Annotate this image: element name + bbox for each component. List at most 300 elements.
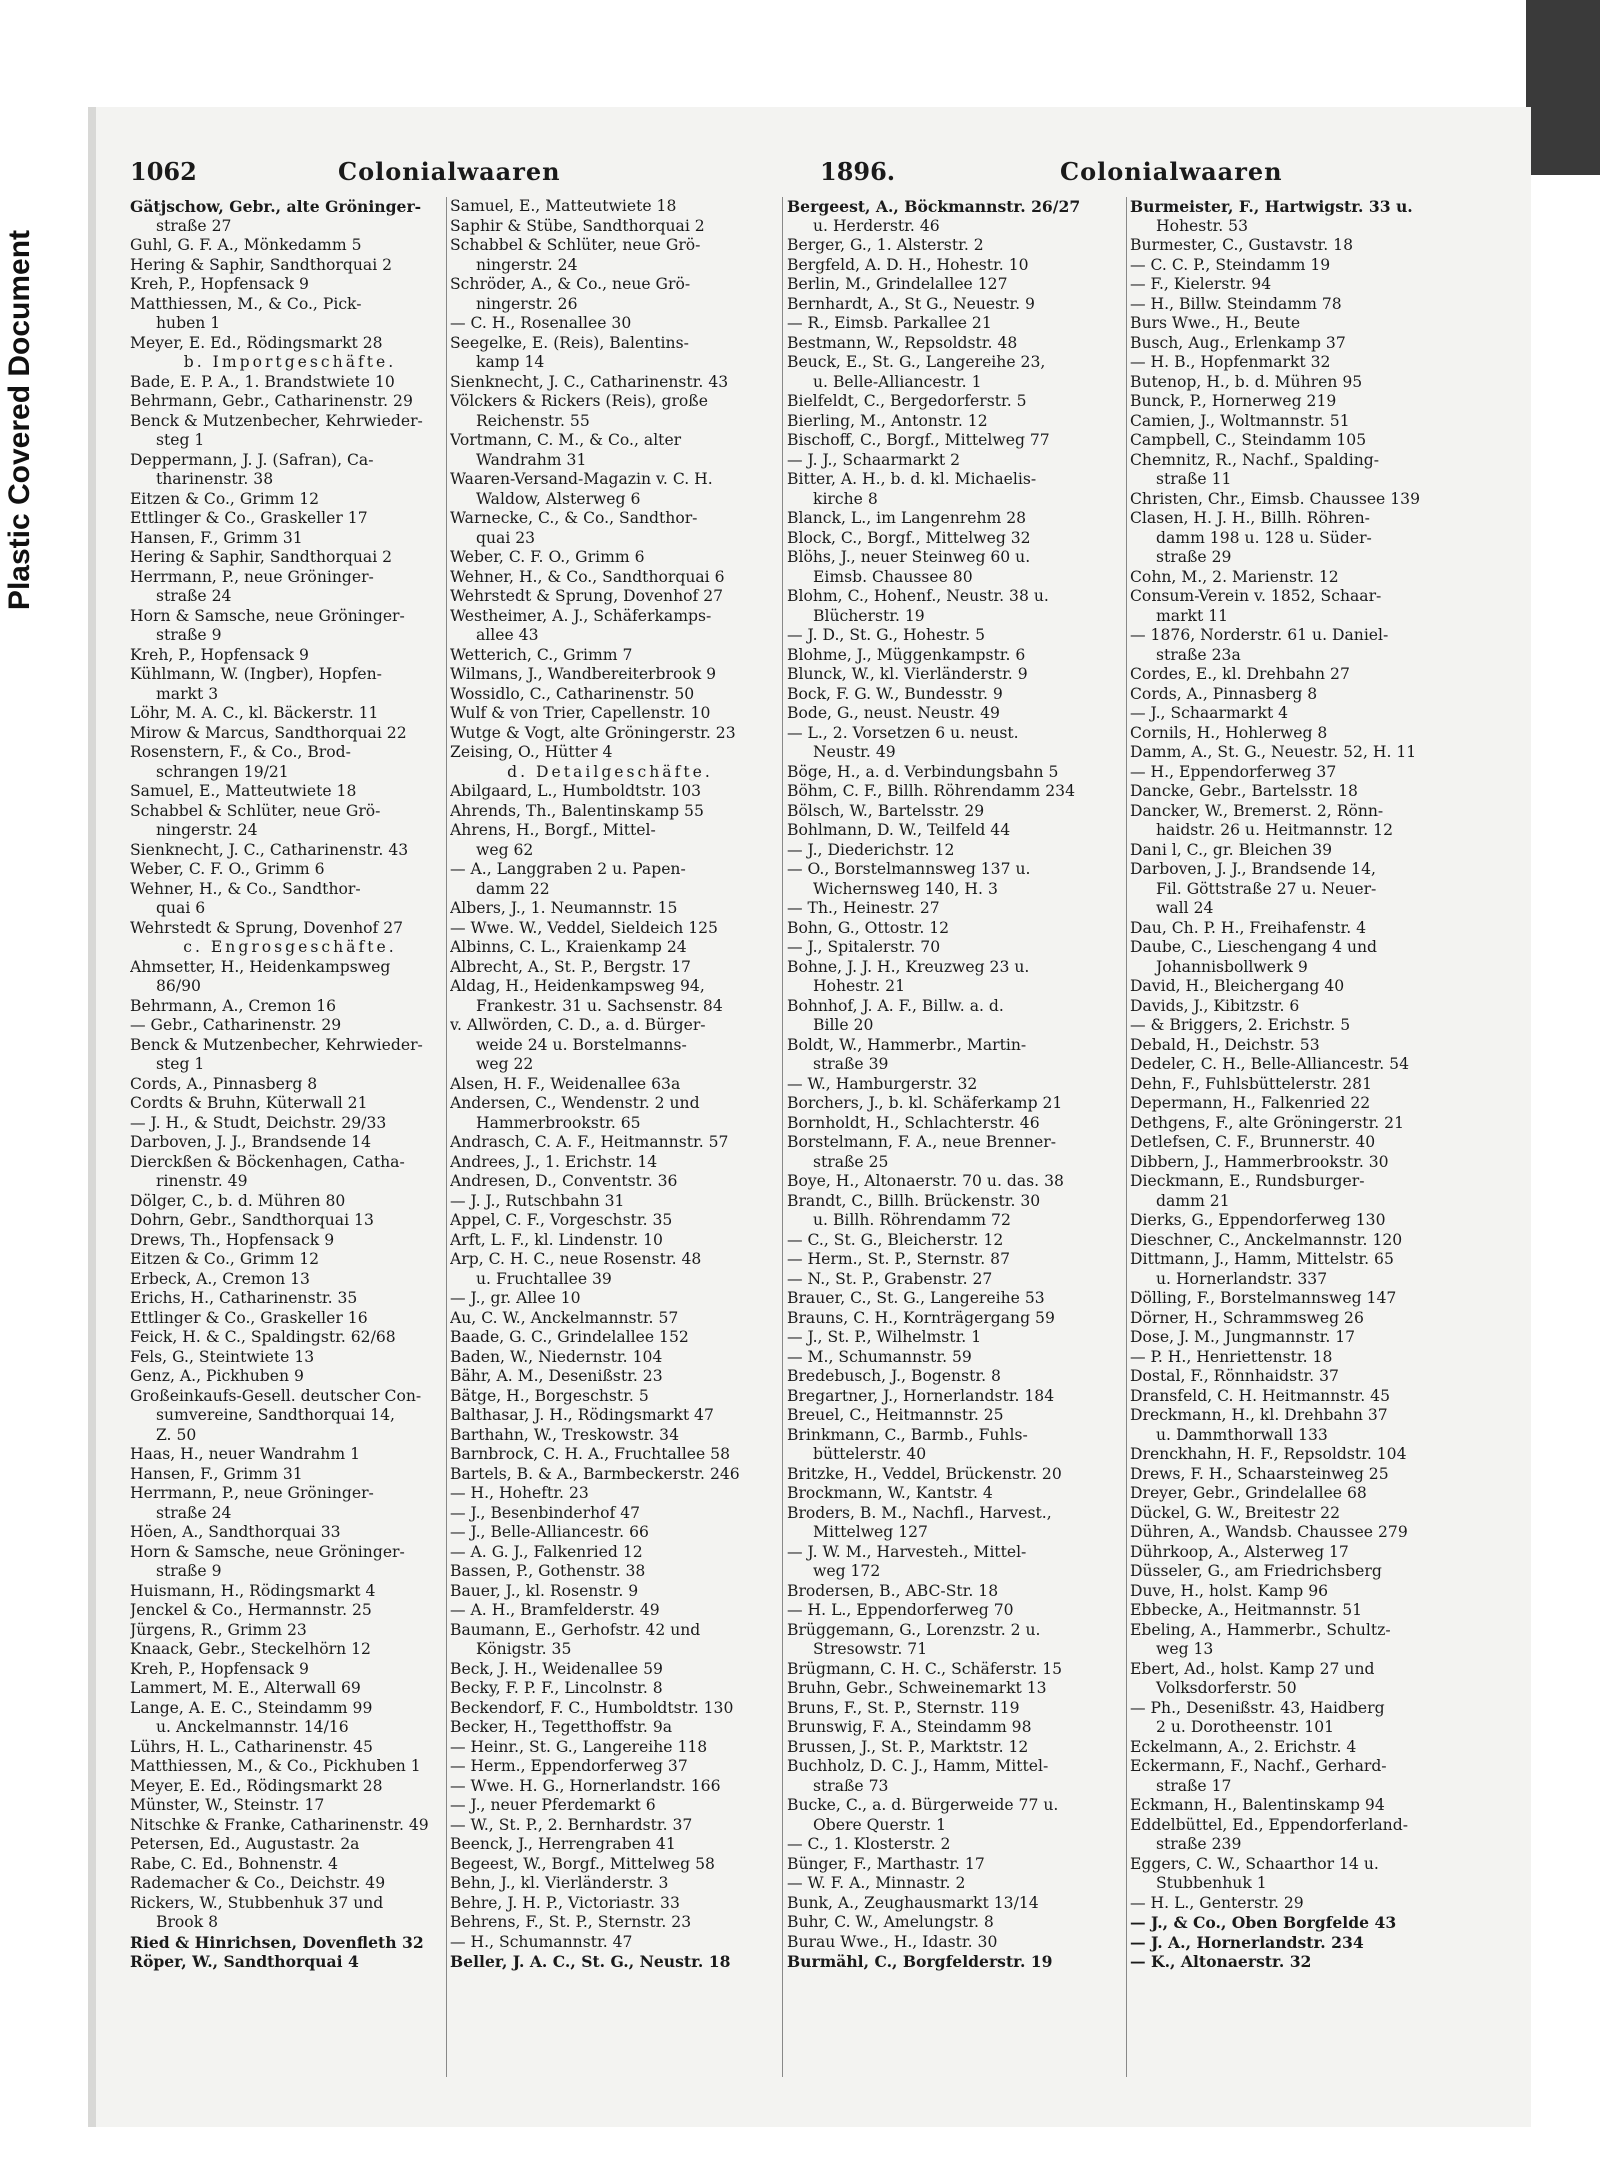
directory-entry-line: Beckendorf, F. C., Humboldtstr. 130 bbox=[450, 1698, 734, 1717]
directory-entry-line: Bucke, C., a. d. Bürgerweide 77 u. bbox=[787, 1796, 1059, 1814]
directory-entry-line: Neustr. 49 bbox=[813, 743, 896, 761]
directory-entry-line: quai 23 bbox=[476, 528, 536, 547]
page-content bbox=[130, 157, 1530, 1971]
directory-entry-line: — C. C. P., Steindamm 19 bbox=[1130, 255, 1331, 274]
directory-entry-line: Eckermann, F., Nachf., Gerhard- bbox=[1130, 1757, 1387, 1775]
directory-entry-line: — Heinr., St. G., Langereihe 118 bbox=[450, 1737, 708, 1756]
directory-entry-line: Becky, F. P. F., Lincolnstr. 8 bbox=[450, 1679, 663, 1697]
directory-entry-line: Hammerbrookstr. 65 bbox=[476, 1113, 641, 1132]
directory-entry-line: Bredebusch, J., Bogenstr. 8 bbox=[787, 1367, 1001, 1385]
directory-entry-line: — H., Billw. Steindamm 78 bbox=[1130, 294, 1342, 313]
directory-entry-line: Düsseler, G., am Friedrichsberg bbox=[1130, 1562, 1382, 1580]
directory-entry-line: Dörner, H., Schrammsweg 26 bbox=[1130, 1308, 1364, 1327]
directory-entry-line: Wossidlo, C., Catharinenstr. 50 bbox=[450, 684, 695, 703]
directory-entry-line: Drews, F. H., Schaarsteinweg 25 bbox=[1130, 1464, 1389, 1483]
page-header bbox=[130, 157, 1530, 191]
directory-entry-line: Volksdorferstr. 50 bbox=[1156, 1679, 1297, 1697]
directory-entry-line: Dancke, Gebr., Bartelsstr. 18 bbox=[1130, 782, 1358, 800]
directory-entry-line: Ebeling, A., Hammerbr., Schultz- bbox=[1130, 1620, 1391, 1639]
directory-entry-line: Brandt, C., Billh. Brückenstr. 30 bbox=[787, 1191, 1041, 1210]
directory-entry-line: — J., Belle-Alliancestr. 66 bbox=[450, 1523, 649, 1541]
directory-entry-line: — J. A., Hornerlandstr. 234 bbox=[1130, 1932, 1364, 1952]
directory-entry-line: Brügmann, C. H. C., Schäferstr. 15 bbox=[787, 1659, 1063, 1678]
directory-entry-line: Dieckmann, E., Rundsburger- bbox=[1130, 1172, 1365, 1190]
directory-entry-line: — & Briggers, 2. Erichstr. 5 bbox=[1130, 1016, 1351, 1034]
directory-entry-line: Dau, Ch. P. H., Freihafenstr. 4 bbox=[1130, 918, 1367, 937]
directory-entry-line: Bohne, J. J. H., Kreuzweg 23 u. bbox=[787, 957, 1030, 976]
dark-corner-block bbox=[1526, 0, 1600, 175]
directory-entry-line: — W., St. P., 2. Bernhardstr. 37 bbox=[450, 1815, 693, 1834]
directory-entry-line: Meyer, E. Ed., Rödingsmarkt 28 bbox=[130, 333, 383, 352]
directory-entry-line: Cords, A., Pinnasberg 8 bbox=[130, 1074, 318, 1093]
directory-entry-line: Brodersen, B., ABC-Str. 18 bbox=[787, 1581, 999, 1600]
directory-entry-line: straße 25 bbox=[813, 1152, 889, 1171]
directory-entry-line: weide 24 u. Borstelmanns- bbox=[476, 1035, 687, 1054]
directory-entry-line: Seegelke, E. (Reis), Balentins- bbox=[450, 333, 689, 352]
directory-entry-line: straße 9 bbox=[156, 626, 222, 644]
directory-entry-line: Christen, Chr., Eimsb. Chaussee 139 bbox=[1130, 489, 1421, 508]
directory-entry-line: — J. J., Rutschbahn 31 bbox=[450, 1191, 625, 1210]
directory-entry-line: wall 24 bbox=[1156, 899, 1214, 917]
directory-entry-line: Dreyer, Gebr., Grindelallee 68 bbox=[1130, 1484, 1367, 1502]
directory-entry-line: — H., Hoheftr. 23 bbox=[450, 1484, 589, 1502]
directory-entry-line: — N., St. P., Grabenstr. 27 bbox=[787, 1269, 993, 1288]
directory-entry-line: Dibbern, J., Hammerbrookstr. 30 bbox=[1130, 1152, 1389, 1171]
directory-entry-line: Hohestr. 53 bbox=[1156, 216, 1249, 235]
directory-entry-line: Bergfeld, A. D. H., Hohestr. 10 bbox=[787, 255, 1029, 274]
directory-entry-line: weg 62 bbox=[476, 840, 534, 859]
directory-entry-line: tharinenstr. 38 bbox=[156, 470, 274, 488]
directory-entry-line: Haas, H., neuer Wandrahm 1 bbox=[130, 1445, 360, 1463]
directory-entry-line: Mirow & Marcus, Sandthorquai 22 bbox=[130, 723, 407, 742]
directory-entry-line: Andrees, J., 1. Erichstr. 14 bbox=[450, 1152, 658, 1171]
directory-entry-line: Bergeest, A., Böckmannstr. 26/27 bbox=[787, 197, 1081, 216]
directory-entry-line: Bock, F. G. W., Bundesstr. 9 bbox=[787, 684, 1003, 703]
directory-entry-line: büttelerstr. 40 bbox=[813, 1445, 927, 1463]
directory-entry-line: Britzke, H., Veddel, Brückenstr. 20 bbox=[787, 1464, 1062, 1483]
directory-entry-line: Fels, G., Steintwiete 13 bbox=[130, 1347, 315, 1366]
directory-entry-line: Meyer, E. Ed., Rödingsmarkt 28 bbox=[130, 1776, 383, 1795]
directory-entry-line: Brussen, J., St. P., Marktstr. 12 bbox=[787, 1737, 1029, 1756]
directory-entry-line: Königstr. 35 bbox=[476, 1640, 572, 1658]
directory-entry-line: Behre, J. H. P., Victoriastr. 33 bbox=[450, 1893, 680, 1912]
directory-entry-line: — Herm., St. P., Sternstr. 87 bbox=[787, 1250, 1010, 1268]
directory-column-2 bbox=[450, 197, 770, 1972]
directory-entry-line: — J., Diederichstr. 12 bbox=[787, 840, 955, 859]
directory-entry-line: Böhm, C. F., Billh. Röhrendamm 234 bbox=[787, 782, 1075, 800]
directory-entry-line: — J., St. P., Wilhelmstr. 1 bbox=[787, 1328, 982, 1346]
directory-entry-line: Darboven, J. J., Brandsende 14 bbox=[130, 1133, 372, 1151]
header-year: 1896. bbox=[820, 157, 896, 186]
directory-entry-line: 2 u. Dorotheenstr. 101 bbox=[1156, 1718, 1335, 1736]
directory-entry-line: — O., Borstelmannsweg 137 u. bbox=[787, 860, 1031, 878]
directory-entry-line: Beuck, E., St. G., Langereihe 23, bbox=[787, 353, 1046, 371]
directory-entry-line: weg 172 bbox=[813, 1562, 881, 1580]
directory-entry-line: Bätge, H., Borgeschstr. 5 bbox=[450, 1386, 649, 1405]
directory-entry-line: Camien, J., Woltmannstr. 51 bbox=[1130, 411, 1350, 430]
directory-entry-line: Dölger, C., b. d. Mühren 80 bbox=[130, 1191, 346, 1210]
directory-entry-line: Behn, J., kl. Vierländerstr. 3 bbox=[450, 1874, 669, 1892]
directory-entry-line: Guhl, G. F. A., Mönkedamm 5 bbox=[130, 236, 362, 254]
directory-entry-line: Barnbrock, C. H. A., Fruchtallee 58 bbox=[450, 1445, 730, 1463]
directory-entry-line: Arp, C. H. C., neue Rosenstr. 48 bbox=[450, 1250, 702, 1268]
directory-entry-line: ningerstr. 24 bbox=[476, 255, 578, 274]
directory-entry-line: damm 21 bbox=[1156, 1191, 1230, 1210]
directory-entry-line: Dose, J. M., Jungmannstr. 17 bbox=[1130, 1328, 1356, 1346]
directory-entry-line: Damm, A., St. G., Neuestr. 52, H. 11 bbox=[1130, 743, 1417, 761]
directory-entry-line: Cords, A., Pinnasberg 8 bbox=[1130, 684, 1318, 703]
directory-entry-line: Bohlmann, D. W., Teilfeld 44 bbox=[787, 821, 1011, 839]
directory-entry-line: — A. H., Bramfelderstr. 49 bbox=[450, 1601, 660, 1619]
directory-entry-line: — W., Hamburgerstr. 32 bbox=[787, 1074, 978, 1093]
directory-entry-line: Münster, W., Steinstr. 17 bbox=[130, 1796, 325, 1814]
header-title-right: Colonialwaaren bbox=[1060, 157, 1283, 186]
directory-entry-line: Wichernsweg 140, H. 3 bbox=[813, 879, 998, 898]
directory-entry-line: Rickers, W., Stubbenhuk 37 und bbox=[130, 1893, 384, 1912]
directory-entry-line: straße 27 bbox=[156, 216, 232, 235]
directory-entry-line: kamp 14 bbox=[476, 353, 545, 371]
directory-entry-line: Mittelweg 127 bbox=[813, 1523, 928, 1541]
directory-entry-line: Kühlmann, W. (Ingber), Hopfen- bbox=[130, 665, 382, 683]
directory-entry-line: — F., Kielerstr. 94 bbox=[1130, 275, 1272, 293]
directory-entry-line: Blöhs, J., neuer Steinweg 60 u. bbox=[787, 548, 1031, 566]
directory-entry-line: Eimsb. Chaussee 80 bbox=[813, 567, 973, 586]
directory-entry-line: Appel, C. F., Vorgeschstr. 35 bbox=[450, 1211, 673, 1229]
directory-entry-line: Obere Querstr. 1 bbox=[813, 1815, 946, 1834]
directory-entry-line: Frankestr. 31 u. Sachsenstr. 84 bbox=[476, 996, 723, 1015]
directory-entry-line: Dehn, F., Fuhlsbüttelerstr. 281 bbox=[1130, 1074, 1373, 1093]
directory-entry-line: Davids, J., Kibitzstr. 6 bbox=[1130, 996, 1300, 1015]
directory-entry-line: Fil. Göttstraße 27 u. Neuer- bbox=[1156, 879, 1377, 898]
directory-entry-line: Dölling, F., Borstelmannsweg 147 bbox=[1130, 1289, 1397, 1307]
directory-entry-line: Benck & Mutzenbecher, Kehrwieder- bbox=[130, 1035, 423, 1054]
directory-entry-line: Bestmann, W., Repsoldstr. 48 bbox=[787, 333, 1018, 352]
directory-entry-line: Huismann, H., Rödingsmarkt 4 bbox=[130, 1581, 376, 1600]
directory-entry-line: Hansen, F., Grimm 31 bbox=[130, 528, 303, 547]
directory-entry-line: u. Herderstr. 46 bbox=[813, 216, 940, 235]
directory-entry-line: Dransfeld, C. H. Heitmannstr. 45 bbox=[1130, 1386, 1390, 1405]
directory-entry-line: u. Belle-Alliancestr. 1 bbox=[813, 372, 982, 391]
directory-entry-line: Daube, C., Lieschengang 4 und bbox=[1130, 938, 1378, 956]
directory-entry-line: Baumann, E., Gerhofstr. 42 und bbox=[450, 1620, 701, 1639]
directory-entry-line: Wandrahm 31 bbox=[476, 450, 587, 469]
directory-entry-line: Johannisbollwerk 9 bbox=[1156, 957, 1308, 976]
directory-entry-line: Broders, B. M., Nachfl., Harvest., bbox=[787, 1503, 1052, 1522]
directory-entry-line: — A. G. J., Falkenried 12 bbox=[450, 1542, 643, 1561]
section-heading: d. Detailgeschäfte. bbox=[507, 762, 713, 781]
directory-entry-line: — J. W. M., Harvesteh., Mittel- bbox=[787, 1542, 1027, 1561]
directory-entry-line: Albrecht, A., St. P., Bergstr. 17 bbox=[450, 957, 691, 976]
directory-entry-line: Großeinkaufs-Gesell. deutscher Con- bbox=[130, 1386, 422, 1405]
directory-entry-line: — J., & Co., Oben Borgfelde 43 bbox=[1130, 1913, 1397, 1932]
directory-entry-line: Vortmann, C. M., & Co., alter bbox=[450, 431, 682, 449]
directory-entry-line: Dostal, F., Rönnhaidstr. 37 bbox=[1130, 1367, 1339, 1385]
directory-entry-line: Wetterich, C., Grimm 7 bbox=[450, 645, 633, 664]
directory-entry-line: — C., St. G., Bleicherstr. 12 bbox=[787, 1230, 1004, 1249]
directory-entry-line: Dittmann, J., Hamm, Mittelstr. 65 bbox=[1130, 1250, 1394, 1268]
directory-entry-line: markt 11 bbox=[1156, 606, 1229, 625]
directory-entry-line: — C. H., Rosenallee 30 bbox=[450, 314, 632, 332]
directory-entry-line: Campbell, C., Steindamm 105 bbox=[1130, 431, 1367, 449]
directory-entry-line: Baade, G. C., Grindelallee 152 bbox=[450, 1328, 689, 1346]
directory-entry-line: Bohnhof, J. A. F., Billw. a. d. bbox=[787, 996, 1004, 1015]
directory-entry-line: Eitzen & Co., Grimm 12 bbox=[130, 1250, 320, 1268]
directory-entry-line: Burmester, C., Gustavstr. 18 bbox=[1130, 236, 1354, 254]
directory-entry-line: Boye, H., Altonaerstr. 70 u. das. 38 bbox=[787, 1172, 1064, 1190]
directory-entry-line: Bischoff, C., Borgf., Mittelweg 77 bbox=[787, 431, 1050, 449]
directory-entry-line: Borstelmann, F. A., neue Brenner- bbox=[787, 1133, 1056, 1151]
directory-entry-line: Samuel, E., Matteutwiete 18 bbox=[130, 782, 357, 800]
directory-entry-line: Petersen, Ed., Augustastr. 2a bbox=[130, 1835, 360, 1853]
directory-entry-line: Kreh, P., Hopfensack 9 bbox=[130, 645, 309, 664]
directory-entry-line: Stresowstr. 71 bbox=[813, 1640, 928, 1658]
directory-entry-line: — J., Spitalerstr. 70 bbox=[787, 938, 941, 956]
directory-entry-line: Lammert, M. E., Alterwall 69 bbox=[130, 1679, 361, 1697]
directory-entry-line: Eddelbüttel, Ed., Eppendorferland- bbox=[1130, 1815, 1408, 1834]
directory-entry-line: Aldag, H., Heidenkampsweg 94, bbox=[450, 977, 705, 995]
directory-entry-line: Clasen, H. J. H., Billh. Röhren- bbox=[1130, 509, 1370, 527]
directory-entry-line: Balthasar, J. H., Rödingsmarkt 47 bbox=[450, 1406, 714, 1424]
directory-entry-line: Eitzen & Co., Grimm 12 bbox=[130, 489, 320, 508]
directory-entry-line: — Herm., Eppendorferweg 37 bbox=[450, 1757, 688, 1775]
directory-entry-line: Ebert, Ad., holst. Kamp 27 und bbox=[1130, 1659, 1375, 1678]
directory-entry-line: u. Dammthorwall 133 bbox=[1156, 1425, 1328, 1444]
directory-entry-line: — J., Besenbinderhof 47 bbox=[450, 1503, 641, 1522]
directory-entry-line: straße 11 bbox=[1156, 470, 1232, 488]
directory-entry-line: Rademacher & Co., Deichstr. 49 bbox=[130, 1874, 386, 1892]
directory-entry-line: Eckmann, H., Balentinskamp 94 bbox=[1130, 1796, 1385, 1814]
directory-entry-line: Knaack, Gebr., Steckelhörn 12 bbox=[130, 1640, 371, 1658]
directory-entry-line: Nitschke & Franke, Catharinenstr. 49 bbox=[130, 1815, 429, 1834]
directory-entry-line: straße 9 bbox=[156, 1562, 222, 1580]
directory-entry-line: rinenstr. 49 bbox=[156, 1172, 248, 1190]
directory-entry-line: Bauer, J., kl. Rosenstr. 9 bbox=[450, 1581, 639, 1600]
directory-entry-line: Bitter, A. H., b. d. kl. Michaelis- bbox=[787, 470, 1037, 488]
directory-entry-line: Behrens, F., St. P., Sternstr. 23 bbox=[450, 1913, 692, 1931]
directory-entry-line: Dethgens, F., alte Gröningerstr. 21 bbox=[1130, 1113, 1405, 1132]
directory-entry-line: Bunck, P., Hornerweg 219 bbox=[1130, 392, 1337, 410]
directory-entry-line: Höen, A., Sandthorquai 33 bbox=[130, 1523, 341, 1541]
directory-entry-line: Benck & Mutzenbecher, Kehrwieder- bbox=[130, 411, 423, 430]
directory-entry-line: Herrmann, P., neue Gröninger- bbox=[130, 567, 374, 586]
directory-entry-line: haidstr. 26 u. Heitmannstr. 12 bbox=[1156, 821, 1394, 839]
directory-entry-line: — J., gr. Allee 10 bbox=[450, 1289, 581, 1307]
directory-entry-line: Stubbenhuk 1 bbox=[1156, 1874, 1267, 1892]
directory-entry-line: Dührkoop, A., Alsterweg 17 bbox=[1130, 1542, 1349, 1561]
directory-entry-line: Feick, H. & C., Spaldingstr. 62/68 bbox=[130, 1328, 396, 1346]
directory-entry-line: Dierks, G., Eppendorferweg 130 bbox=[1130, 1211, 1386, 1229]
directory-entry-line: Bruns, F., St. P., Sternstr. 119 bbox=[787, 1698, 1020, 1717]
directory-entry-line: — J. H., & Studt, Deichstr. 29/33 bbox=[130, 1113, 387, 1132]
side-banner bbox=[0, 0, 40, 860]
directory-entry-line: Bornholdt, H., Schlachterstr. 46 bbox=[787, 1113, 1040, 1132]
directory-entry-line: Breuel, C., Heitmannstr. 25 bbox=[787, 1406, 1004, 1424]
directory-entry-line: Wilmans, J., Wandbereiterbrook 9 bbox=[450, 665, 717, 683]
directory-entry-line: — K., Altonaerstr. 32 bbox=[1130, 1952, 1312, 1971]
directory-entry-line: straße 29 bbox=[1156, 548, 1232, 566]
directory-entry-line: Völckers & Rickers (Reis), große bbox=[450, 392, 708, 410]
directory-entry-line: Bille 20 bbox=[813, 1016, 874, 1034]
directory-entry-line: Deppermann, J. J. (Safran), Ca- bbox=[130, 450, 374, 469]
directory-entry-line: Butenop, H., b. d. Mühren 95 bbox=[1130, 372, 1363, 391]
directory-entry-line: Cordts & Bruhn, Küterwall 21 bbox=[130, 1094, 368, 1112]
directory-entry-line: Drews, Th., Hopfensack 9 bbox=[130, 1230, 335, 1249]
directory-entry-line: Beller, J. A. C., St. G., Neustr. 18 bbox=[450, 1952, 731, 1971]
directory-entry-line: Bartels, B. & A., Barmbeckerstr. 246 bbox=[450, 1464, 740, 1483]
directory-entry-line: Bassen, P., Gothenstr. 38 bbox=[450, 1562, 646, 1580]
directory-entry-line: Röper, W., Sandthorquai 4 bbox=[130, 1952, 359, 1971]
directory-entry-line: Reichenstr. 55 bbox=[476, 411, 590, 430]
directory-entry-line: Jenckel & Co., Hermannstr. 25 bbox=[130, 1601, 372, 1619]
directory-column-3 bbox=[787, 197, 1107, 1972]
directory-entry-line: Burmähl, C., Borgfelderstr. 19 bbox=[787, 1952, 1053, 1971]
directory-entry-line: quai 6 bbox=[156, 899, 206, 917]
directory-entry-line: sumvereine, Sandthorquai 14, bbox=[156, 1406, 395, 1424]
directory-entry-line: Bielfeldt, C., Bergedorferstr. 5 bbox=[787, 392, 1027, 410]
directory-entry-line: Brunswig, F. A., Steindamm 98 bbox=[787, 1718, 1032, 1736]
directory-entry-line: Westheimer, A. J., Schäferkamps- bbox=[450, 606, 712, 625]
directory-entry-line: — P. H., Henriettenstr. 18 bbox=[1130, 1347, 1333, 1366]
directory-entry-line: Dedeler, C. H., Belle-Alliancestr. 54 bbox=[1130, 1055, 1410, 1073]
directory-entry-line: Block, C., Borgf., Mittelweg 32 bbox=[787, 528, 1031, 547]
directory-entry-line: Debald, H., Deichstr. 53 bbox=[1130, 1035, 1320, 1054]
directory-entry-line: Brauer, C., St. G., Langereihe 53 bbox=[787, 1289, 1045, 1307]
directory-entry-line: Boldt, W., Hammerbr., Martin- bbox=[787, 1035, 1027, 1054]
directory-column-1 bbox=[130, 197, 450, 1972]
directory-entry-line: straße 23a bbox=[1156, 645, 1241, 664]
directory-entry-line: Cornils, H., Hohlerweg 8 bbox=[1130, 723, 1328, 742]
directory-entry-line: Dückel, G. W., Breitestr 22 bbox=[1130, 1503, 1340, 1522]
directory-entry-line: straße 73 bbox=[813, 1776, 889, 1795]
directory-entry-line: Wehrstedt & Sprung, Dovenhof 27 bbox=[130, 918, 404, 937]
directory-entry-line: Zeising, O., Hütter 4 bbox=[450, 743, 613, 761]
section-heading: b. Importgeschäfte. bbox=[183, 353, 397, 371]
directory-entry-line: — H. L., Genterstr. 29 bbox=[1130, 1893, 1304, 1912]
directory-entry-line: Bernhardt, A., St G., Neuestr. 9 bbox=[787, 294, 1035, 313]
directory-entry-line: — M., Schumannstr. 59 bbox=[787, 1347, 972, 1366]
directory-entry-line: Depermann, H., Falkenried 22 bbox=[1130, 1094, 1371, 1112]
directory-entry-line: Brook 8 bbox=[156, 1913, 219, 1931]
directory-entry-line: — H. B., Hopfenmarkt 32 bbox=[1130, 353, 1331, 371]
directory-entry-line: Alsen, H. F., Weidenallee 63a bbox=[450, 1074, 681, 1093]
directory-entry-line: Z. 50 bbox=[156, 1425, 197, 1444]
directory-entry-line: — L., 2. Vorsetzen 6 u. neust. bbox=[787, 723, 1019, 742]
directory-entry-line: Warnecke, C., & Co., Sandthor- bbox=[450, 509, 698, 527]
directory-entry-line: — J., Schaarmarkt 4 bbox=[1130, 704, 1289, 722]
directory-entry-line: u. Billh. Röhrendamm 72 bbox=[813, 1211, 1011, 1229]
directory-entry-line: 86/90 bbox=[156, 977, 201, 995]
directory-entry-line: Hohestr. 21 bbox=[813, 977, 906, 995]
directory-entry-line: Albers, J., 1. Neumannstr. 15 bbox=[450, 899, 678, 917]
directory-entry-line: Dühren, A., Wandsb. Chaussee 279 bbox=[1130, 1523, 1408, 1541]
directory-entry-line: Behrmann, Gebr., Catharinenstr. 29 bbox=[130, 392, 413, 410]
directory-entry-line: — H., Schumannstr. 47 bbox=[450, 1932, 633, 1951]
directory-entry-line: u. Anckelmannstr. 14/16 bbox=[156, 1718, 349, 1736]
directory-entry-line: Blohme, J., Müggenkampstr. 6 bbox=[787, 645, 1026, 664]
directory-entry-line: Drenckhahn, H. F., Repsoldstr. 104 bbox=[1130, 1445, 1407, 1463]
directory-entry-line: straße 24 bbox=[156, 587, 232, 605]
directory-entry-line: ningerstr. 26 bbox=[476, 294, 578, 313]
directory-entry-line: Berlin, M., Grindelallee 127 bbox=[787, 275, 1008, 293]
directory-entry-line: Weber, C. F. O., Grimm 6 bbox=[130, 860, 325, 878]
directory-entry-line: Kreh, P., Hopfensack 9 bbox=[130, 1659, 309, 1678]
directory-entry-line: Borchers, J., b. kl. Schäferkamp 21 bbox=[787, 1094, 1063, 1112]
directory-entry-line: Wehner, H., & Co., Sandthor- bbox=[130, 879, 361, 898]
directory-entry-line: Begeest, W., Borgf., Mittelweg 58 bbox=[450, 1854, 715, 1873]
directory-entry-line: Blohm, C., Hohenf., Neustr. 38 u. bbox=[787, 587, 1049, 605]
directory-entry-line: Blücherstr. 19 bbox=[813, 606, 925, 625]
directory-entry-line: Berger, G., 1. Alsterstr. 2 bbox=[787, 236, 984, 254]
directory-entry-line: Dierckßen & Böckenhagen, Catha- bbox=[130, 1152, 405, 1171]
directory-entry-line: Rosenstern, F., & Co., Brod- bbox=[130, 743, 351, 761]
directory-entry-line: v. Allwörden, C. D., a. d. Bürger- bbox=[450, 1016, 706, 1034]
directory-entry-line: Erichs, H., Catharinenstr. 35 bbox=[130, 1289, 358, 1307]
directory-entry-line: Saphir & Stübe, Sandthorquai 2 bbox=[450, 216, 705, 235]
directory-entry-line: Hering & Saphir, Sandthorquai 2 bbox=[130, 255, 393, 274]
page-number: 1062 bbox=[130, 157, 197, 186]
directory-entry-line: Hansen, F., Grimm 31 bbox=[130, 1464, 303, 1483]
directory-entry-line: allee 43 bbox=[476, 626, 539, 644]
directory-entry-line: Sienknecht, J. C., Catharinenstr. 43 bbox=[450, 372, 729, 391]
directory-entry-line: Gätjschow, Gebr., alte Gröninger- bbox=[130, 197, 422, 216]
directory-entry-line: — Th., Heinestr. 27 bbox=[787, 899, 940, 917]
directory-entry-line: Baden, W., Niedernstr. 104 bbox=[450, 1347, 663, 1366]
directory-entry-line: Wulf & von Trier, Capellenstr. 10 bbox=[450, 704, 711, 722]
directory-entry-line: — J. J., Schaarmarkt 2 bbox=[787, 450, 961, 469]
directory-entry-line: kirche 8 bbox=[813, 489, 878, 508]
directory-entry-line: Busch, Aug., Erlenkamp 37 bbox=[1130, 333, 1346, 352]
directory-entry-line: Burs Wwe., H., Beute bbox=[1130, 314, 1301, 332]
directory-entry-line: Burmeister, F., Hartwigstr. 33 u. bbox=[1130, 197, 1413, 216]
directory-entry-line: Chemnitz, R., Nachf., Spalding- bbox=[1130, 450, 1380, 469]
directory-entry-line: Andresen, D., Conventstr. 36 bbox=[450, 1172, 678, 1190]
directory-entry-line: — Gebr., Catharinenstr. 29 bbox=[130, 1016, 342, 1034]
directory-entry-line: — A., Langgraben 2 u. Papen- bbox=[450, 860, 686, 878]
directory-entry-line: — J. D., St. G., Hohestr. 5 bbox=[787, 626, 986, 644]
directory-entry-line: Bohn, G., Ottostr. 12 bbox=[787, 918, 950, 937]
directory-entry-line: — W. F. A., Minnastr. 2 bbox=[787, 1874, 966, 1892]
directory-entry-line: Samuel, E., Matteutwiete 18 bbox=[450, 197, 677, 215]
directory-entry-line: Schabbel & Schlüter, neue Grö- bbox=[450, 236, 701, 254]
directory-entry-line: Matthiessen, M., & Co., Pickhuben 1 bbox=[130, 1757, 421, 1775]
directory-entry-line: Eckelmann, A., 2. Erichstr. 4 bbox=[1130, 1737, 1357, 1756]
directory-entry-line: — Wwe. W., Veddel, Sieldeich 125 bbox=[450, 918, 718, 937]
directory-entry-line: Bade, E. P. A., 1. Brandstwiete 10 bbox=[130, 372, 395, 391]
directory-entry-line: weg 22 bbox=[476, 1055, 534, 1073]
directory-entry-line: Schabbel & Schlüter, neue Grö- bbox=[130, 801, 381, 820]
directory-entry-line: Waaren-Versand-Magazin v. C. H. bbox=[450, 470, 713, 488]
directory-entry-line: Bunk, A., Zeughausmarkt 13/14 bbox=[787, 1893, 1039, 1912]
directory-entry-line: Hering & Saphir, Sandthorquai 2 bbox=[130, 548, 393, 566]
directory-entry-line: — H., Eppendorferweg 37 bbox=[1130, 762, 1337, 781]
directory-entry-line: — C., 1. Klosterstr. 2 bbox=[787, 1835, 951, 1853]
directory-entry-line: Andersen, C., Wendenstr. 2 und bbox=[450, 1094, 700, 1112]
directory-entry-line: — R., Eimsb. Parkallee 21 bbox=[787, 314, 992, 332]
directory-entry-line: Detlefsen, C. F., Brunnerstr. 40 bbox=[1130, 1133, 1376, 1151]
directory-entry-line: Blunck, W., kl. Vierländerstr. 9 bbox=[787, 665, 1028, 683]
directory-entry-line: straße 239 bbox=[1156, 1835, 1242, 1853]
directory-entry-line: — H. L., Eppendorferweg 70 bbox=[787, 1601, 1014, 1619]
side-label: Plastic Covered Document bbox=[3, 229, 36, 611]
directory-entry-line: Brauns, C. H., Kornträgergang 59 bbox=[787, 1308, 1055, 1327]
directory-entry-line: Jürgens, R., Grimm 23 bbox=[130, 1620, 307, 1639]
directory-entry-line: Horn & Samsche, neue Gröninger- bbox=[130, 1542, 405, 1561]
directory-entry-line: — J., neuer Pferdemarkt 6 bbox=[450, 1796, 656, 1814]
directory-entry-line: Genz, A., Pickhuben 9 bbox=[130, 1367, 304, 1385]
directory-entry-line: Arft, L. F., kl. Lindenstr. 10 bbox=[450, 1230, 663, 1249]
directory-entry-line: Beck, J. H., Weidenallee 59 bbox=[450, 1659, 663, 1678]
directory-entry-line: Löhr, M. A. C., kl. Bäckerstr. 11 bbox=[130, 704, 379, 722]
